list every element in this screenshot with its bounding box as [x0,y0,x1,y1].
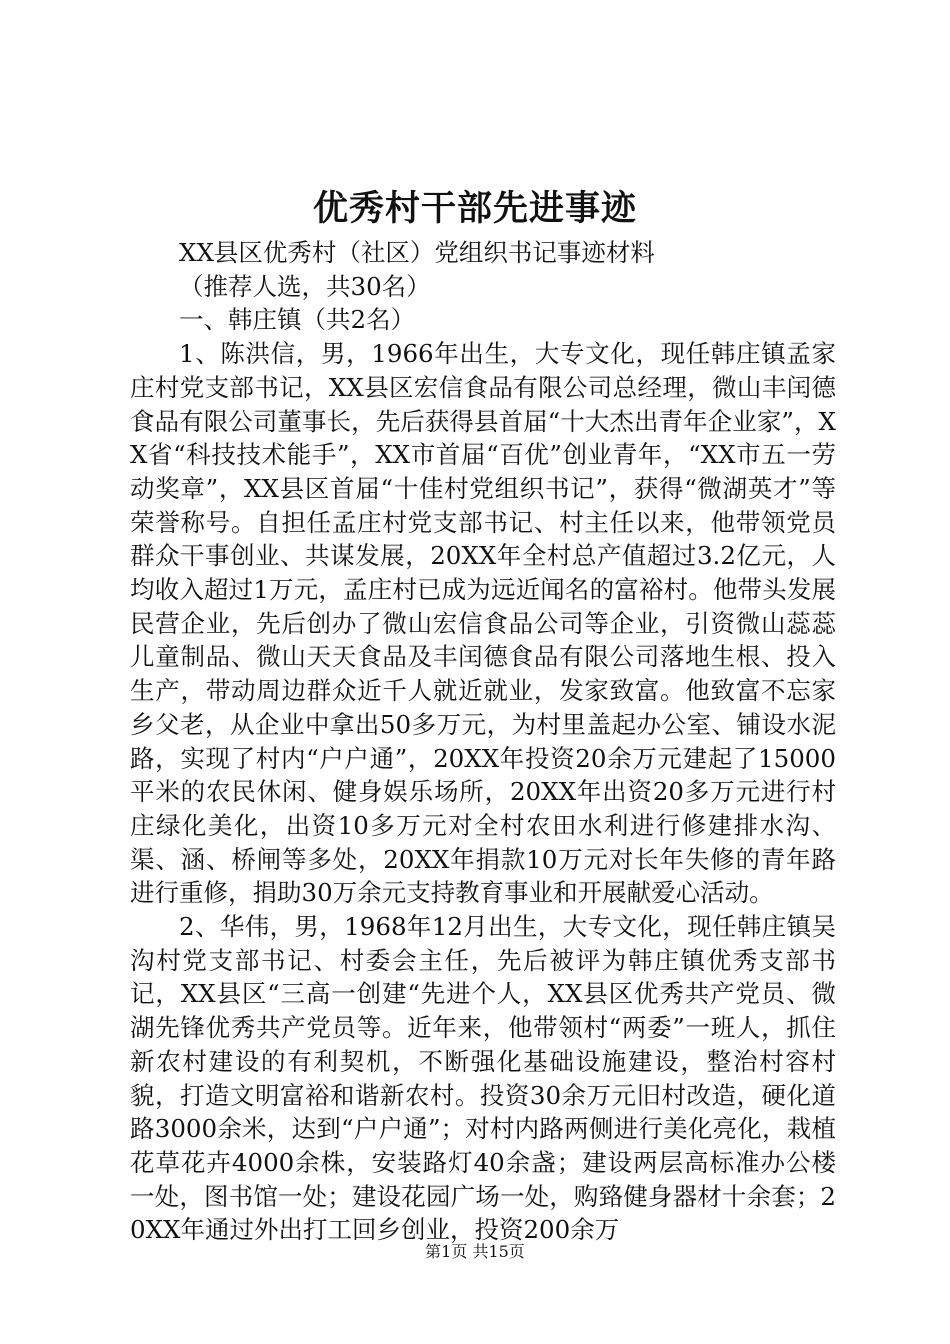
page-footer: 第1页 共15页 [425,1242,525,1261]
paragraph-candidate-1: 1、陈洪信，男，1966年出生，大专文化，现任韩庄镇孟家庄村党支部书记，XX县区宏信食品有限公司总经理，微山丰闰德食品有限公司董事长，先后获得县首届“十大杰出青年企业家”，XX省“科技技术能手”，XX市首届“百优”创业青年，“XX市五一劳动奖章”，XX县区首届“十佳村党组织书记”，获得“微湖英才”等荣誉称号。自担任孟庄村党支部书记、村主任以来，他带领党员群众干事创业、共谋发展，20XX年全村总产值超过3.2亿元，人均收入超过1万元，孟庄村已成为远近闻名的富裕村。他带头发展民营企业，先后创办了微山宏信食品公司等企业，引资微山蕊蕊儿童制品、微山天天食品及丰闰德食品有限公司落地生根、投入生产，带动周边群众近千人就近就业，发家致富。他致富不忘家乡父老，从企业中拿出50多万元，为村里盖起办公室、铺设水泥路，实现了村内“户户通”，20XX年投资20余万元建起了15000平米的农民休闲、健身娱乐场所，20XX年出资20多万元进行村庄绿化美化，出资10多万元对全村农田水利进行修建排水沟、渠、涵、桥闸等多处，20XX年捐款10万元对长年失修的青年路进行重修，捐助30万余元支持教育事业和开展献爱心活动。 [130,339,836,908]
paragraph-recommendation-note: （推荐人选，共30名） [179,271,431,301]
document-title: 优秀村干部先进事迹 [312,188,637,229]
document-body [130,236,836,1247]
paragraph-subtitle: XX县区优秀村（社区）党组织书记事迹材料 [179,238,655,267]
paragraph-candidate-2: 2、华伟，男，1968年12月出生，大专文化，现任韩庄镇吴沟村党支部书记、村委会主任，先后被评为韩庄镇优秀支部书记，XX县区“三高一创建“先进个人，XX县区优秀共产党员、微湖先锋优秀共产党员等。近年来，他带领村“两委”一班人，抓住新农村建设的有利契机，不断强化基础设施建设，整治村容村貌，打造文明富裕和谐新农村。投资30余万元旧村改造，硬化道路3000余米，达到“户户通”；对村内路两侧进行美化亮化，栽植花草花卉4000余株，安装路灯40余盏；建设两层高标准办公楼一处，图书馆一处；建设花园广场一处，购臵健身器材十余套；20XX年通过外出打工回乡创业，投资200余万 [130,912,836,1245]
paragraph-section-heading: 一、韩庄镇（共2名） [179,305,416,335]
